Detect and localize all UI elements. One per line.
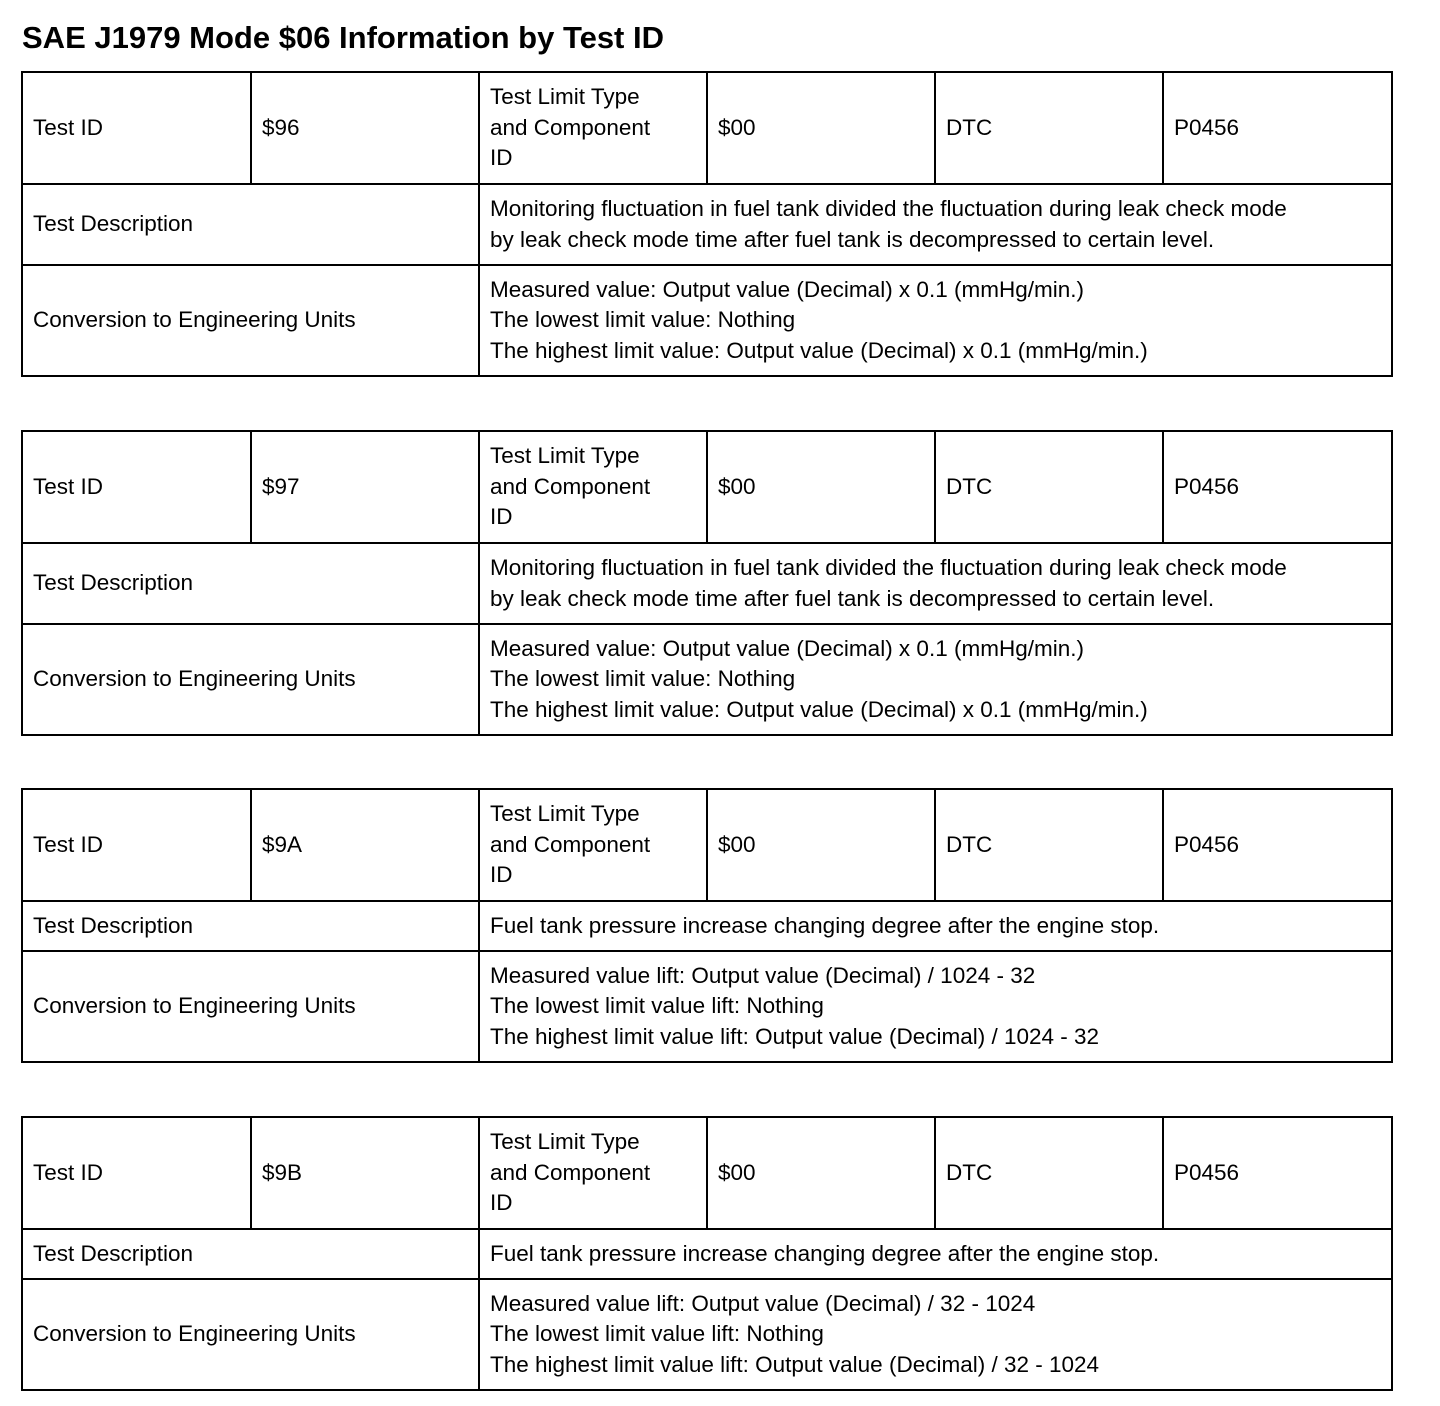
limit-type-value: $00 — [707, 1117, 935, 1229]
conversion-label: Conversion to Engineering Units — [22, 265, 479, 376]
test-description-label: Test Description — [22, 184, 479, 265]
conversion-row — [22, 624, 1392, 735]
dtc-value: P0456 — [1163, 1117, 1392, 1229]
test-id-value: $96 — [251, 72, 479, 184]
dtc-label: DTC — [935, 431, 1163, 543]
test-description-value: Fuel tank pressure increase changing degree after the engine stop. — [479, 1229, 1392, 1279]
limit-type-value: $00 — [707, 431, 935, 543]
dtc-label: DTC — [935, 72, 1163, 184]
page-title: SAE J1979 Mode $06 Information by Test ID — [22, 20, 664, 55]
conversion-value: Measured value lift: Output value (Decimal) / 32 - 1024 The lowest limit value lift: Nothing The highest limit value lift: Output value (Decimal) / 32 - 1024 — [479, 1279, 1392, 1390]
test-description-label: Test Description — [22, 543, 479, 624]
test-table-96 — [21, 71, 1393, 377]
test-id-value: $97 — [251, 431, 479, 543]
dtc-value: P0456 — [1163, 789, 1392, 901]
test-description-label: Test Description — [22, 1229, 479, 1279]
test-id-row — [22, 431, 1392, 543]
test-description-row — [22, 1229, 1392, 1279]
limit-type-label: Test Limit Type and Component ID — [479, 72, 707, 184]
dtc-label: DTC — [935, 789, 1163, 901]
test-table-9b — [21, 1116, 1393, 1391]
limit-type-label: Test Limit Type and Component ID — [479, 789, 707, 901]
test-id-label: Test ID — [22, 789, 251, 901]
test-id-value: $9B — [251, 1117, 479, 1229]
test-description-value: Monitoring fluctuation in fuel tank divided the fluctuation during leak check mode by leak check mode time after fuel tank is decompressed to certain level. — [479, 543, 1392, 624]
test-id-label: Test ID — [22, 431, 251, 543]
test-description-row — [22, 184, 1392, 265]
test-id-row — [22, 789, 1392, 901]
dtc-value: P0456 — [1163, 431, 1392, 543]
test-description-label: Test Description — [22, 901, 479, 951]
test-id-label: Test ID — [22, 72, 251, 184]
conversion-value: Measured value lift: Output value (Decimal) / 1024 - 32 The lowest limit value lift: Nothing The highest limit value lift: Output value (Decimal) / 1024 - 32 — [479, 951, 1392, 1062]
test-description-value: Monitoring fluctuation in fuel tank divided the fluctuation during leak check mode by leak check mode time after fuel tank is decompressed to certain level. — [479, 184, 1392, 265]
conversion-value: Measured value: Output value (Decimal) x 0.1 (mmHg/min.) The lowest limit value: Nothing The highest limit value: Output value (Decimal) x 0.1 (mmHg/min.) — [479, 265, 1392, 376]
limit-type-value: $00 — [707, 789, 935, 901]
test-description-value: Fuel tank pressure increase changing degree after the engine stop. — [479, 901, 1392, 951]
conversion-label: Conversion to Engineering Units — [22, 1279, 479, 1390]
limit-type-label: Test Limit Type and Component ID — [479, 1117, 707, 1229]
conversion-value: Measured value: Output value (Decimal) x 0.1 (mmHg/min.) The lowest limit value: Nothing The highest limit value: Output value (Decimal) x 0.1 (mmHg/min.) — [479, 624, 1392, 735]
test-table-97 — [21, 430, 1393, 736]
limit-type-value: $00 — [707, 72, 935, 184]
limit-type-label: Test Limit Type and Component ID — [479, 431, 707, 543]
conversion-label: Conversion to Engineering Units — [22, 624, 479, 735]
test-id-value: $9A — [251, 789, 479, 901]
test-description-row — [22, 543, 1392, 624]
test-table-9a — [21, 788, 1393, 1063]
conversion-row — [22, 265, 1392, 376]
dtc-value: P0456 — [1163, 72, 1392, 184]
test-description-row — [22, 901, 1392, 951]
conversion-label: Conversion to Engineering Units — [22, 951, 479, 1062]
conversion-row — [22, 1279, 1392, 1390]
test-id-row — [22, 1117, 1392, 1229]
test-id-row — [22, 72, 1392, 184]
dtc-label: DTC — [935, 1117, 1163, 1229]
conversion-row — [22, 951, 1392, 1062]
test-id-label: Test ID — [22, 1117, 251, 1229]
